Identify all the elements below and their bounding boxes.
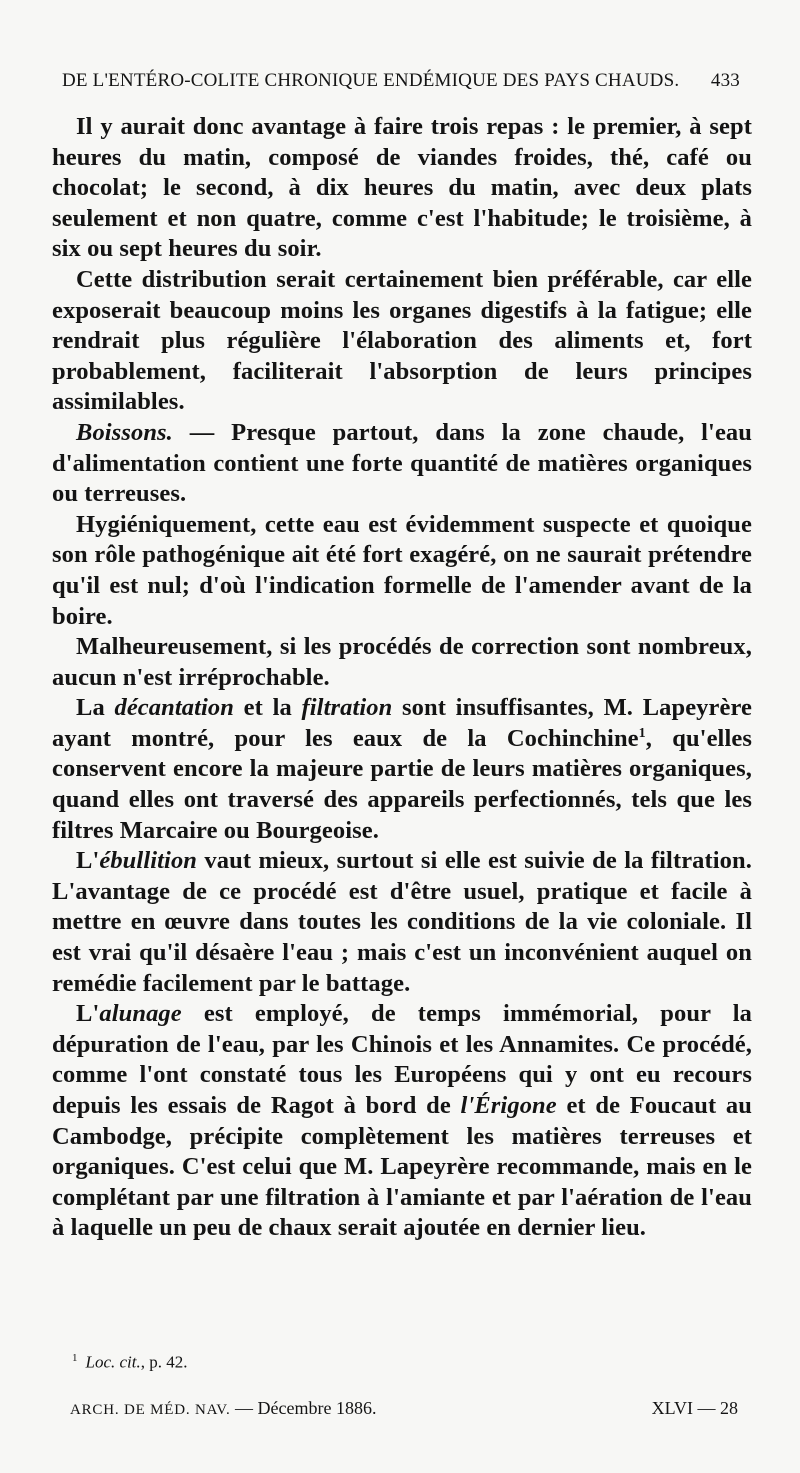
paragraph-hygiene (52, 510, 752, 632)
paragraph-ebullition (52, 846, 752, 999)
paragraph-text: Malheureusement, si les procédés de correction sont nombreux, aucun n'est irréprochable. (52, 633, 752, 691)
paragraph-distribution (52, 265, 752, 418)
issue-date: — Décembre 1886. (235, 1398, 377, 1418)
paragraph-text: est employé, de temps immémorial, pour la dépuration de l'eau, par les Chinois et les Annamites. Ce procédé, comme l'ont constaté tous les Européens qui y ont eu recours depuis les essais de Ragot à bord de (52, 1000, 752, 1119)
paragraph-procedes (52, 632, 752, 693)
paragraph-text: — Presque partout, dans la zone chaude, l'eau d'alimentation contient une forte quantité de matières organiques ou terreuses. (52, 418, 752, 508)
paragraph-text: et la (234, 694, 302, 722)
paragraph-text: La (76, 694, 115, 722)
footnote-marker: 1 (72, 1352, 78, 1364)
page-number: 433 (710, 70, 740, 91)
footnote-citation: Loc. cit. (85, 1352, 141, 1372)
footnote-reference: 1 (638, 725, 646, 741)
term-filtration: filtration (301, 694, 393, 722)
paragraph-boissons (52, 418, 752, 510)
term-decantation: décantation (114, 694, 234, 722)
paragraph-text: L' (76, 847, 100, 875)
paragraph-text: et de Foucaut au Cambodge, précipite complètement les matières terreuses et organiques. C'est celui que M. Lapeyrère recommande, mais en le complétant par une filtration à l'amiante et par l'aération de l'eau à laquelle un peu de chaux serait ajoutée en dernier lieu. (52, 1092, 752, 1242)
running-header (62, 70, 740, 100)
footnote-text: , p. 42. (140, 1352, 188, 1372)
paragraph-text: vaut mieux, surtout si elle est suivie de la filtration. L'avantage de ce procédé est d'être usuel, pratique et facile à mettre en œuvre dans toutes les conditions de la vie coloniale. Il est vrai qu'il désaère l'eau ; mais c'est un inconvénient auquel on remédie facilement par le battage. (52, 847, 752, 997)
footnote (72, 1352, 188, 1373)
signature-mark: XLVI — 28 (651, 1398, 738, 1418)
running-title: DE L'ENTÉRO-COLITE CHRONIQUE ENDÉMIQUE DES PAYS CHAUDS. (62, 70, 680, 91)
journal-name: ARCH. DE MÉD. NAV. (70, 1402, 231, 1418)
paragraph-text: sont insuffisantes, M. Lapeyrère ayant montré, pour les eaux de la Cochinchine (52, 694, 752, 752)
section-heading-boissons: Boissons. (76, 418, 173, 446)
page-footer (70, 1398, 738, 1422)
paragraph-text: , qu'elles conservent encore la majeure partie de leurs matières organiques, quand elles ont traversé des appareils perfectionnés, tels que les filtres Marcaire ou Bourgeoise. (52, 724, 752, 844)
paragraph-meals (52, 112, 752, 265)
paragraph-alunage (52, 999, 752, 1244)
paragraph-text: Il y aurait donc avantage à faire trois repas : le premier, à sept heures du matin, composé de viandes froides, thé, café ou chocolat; le second, à dix heures du matin, avec deux plats seulement et non quatre, comme c'est l'habitude; le troisième, à six ou sept heures du soir. (52, 113, 752, 263)
paragraph-text: Hygiéniquement, cette eau est évidemment suspecte et quoique son rôle pathogénique ait été fort exagéré, on ne saurait prétendre qu'il est nul; d'où l'indication formelle de l'amender avant de la boire. (52, 510, 752, 630)
body-text (52, 112, 752, 1244)
paragraph-decantation (52, 693, 752, 846)
ship-name-erigone: l'Érigone (460, 1092, 557, 1119)
term-alunage: alunage (99, 1000, 182, 1028)
paragraph-text: Cette distribution serait certainement bien préférable, car elle exposerait beaucoup moins les organes digestifs à la fatigue; elle rendrait plus régulière l'élaboration des aliments et, fort probablement, faciliterait l'absorption de leurs principes assimilables. (52, 265, 752, 416)
term-ebullition: ébullition (99, 847, 198, 875)
paragraph-text: L' (76, 1000, 100, 1028)
journal-line (70, 1398, 377, 1419)
